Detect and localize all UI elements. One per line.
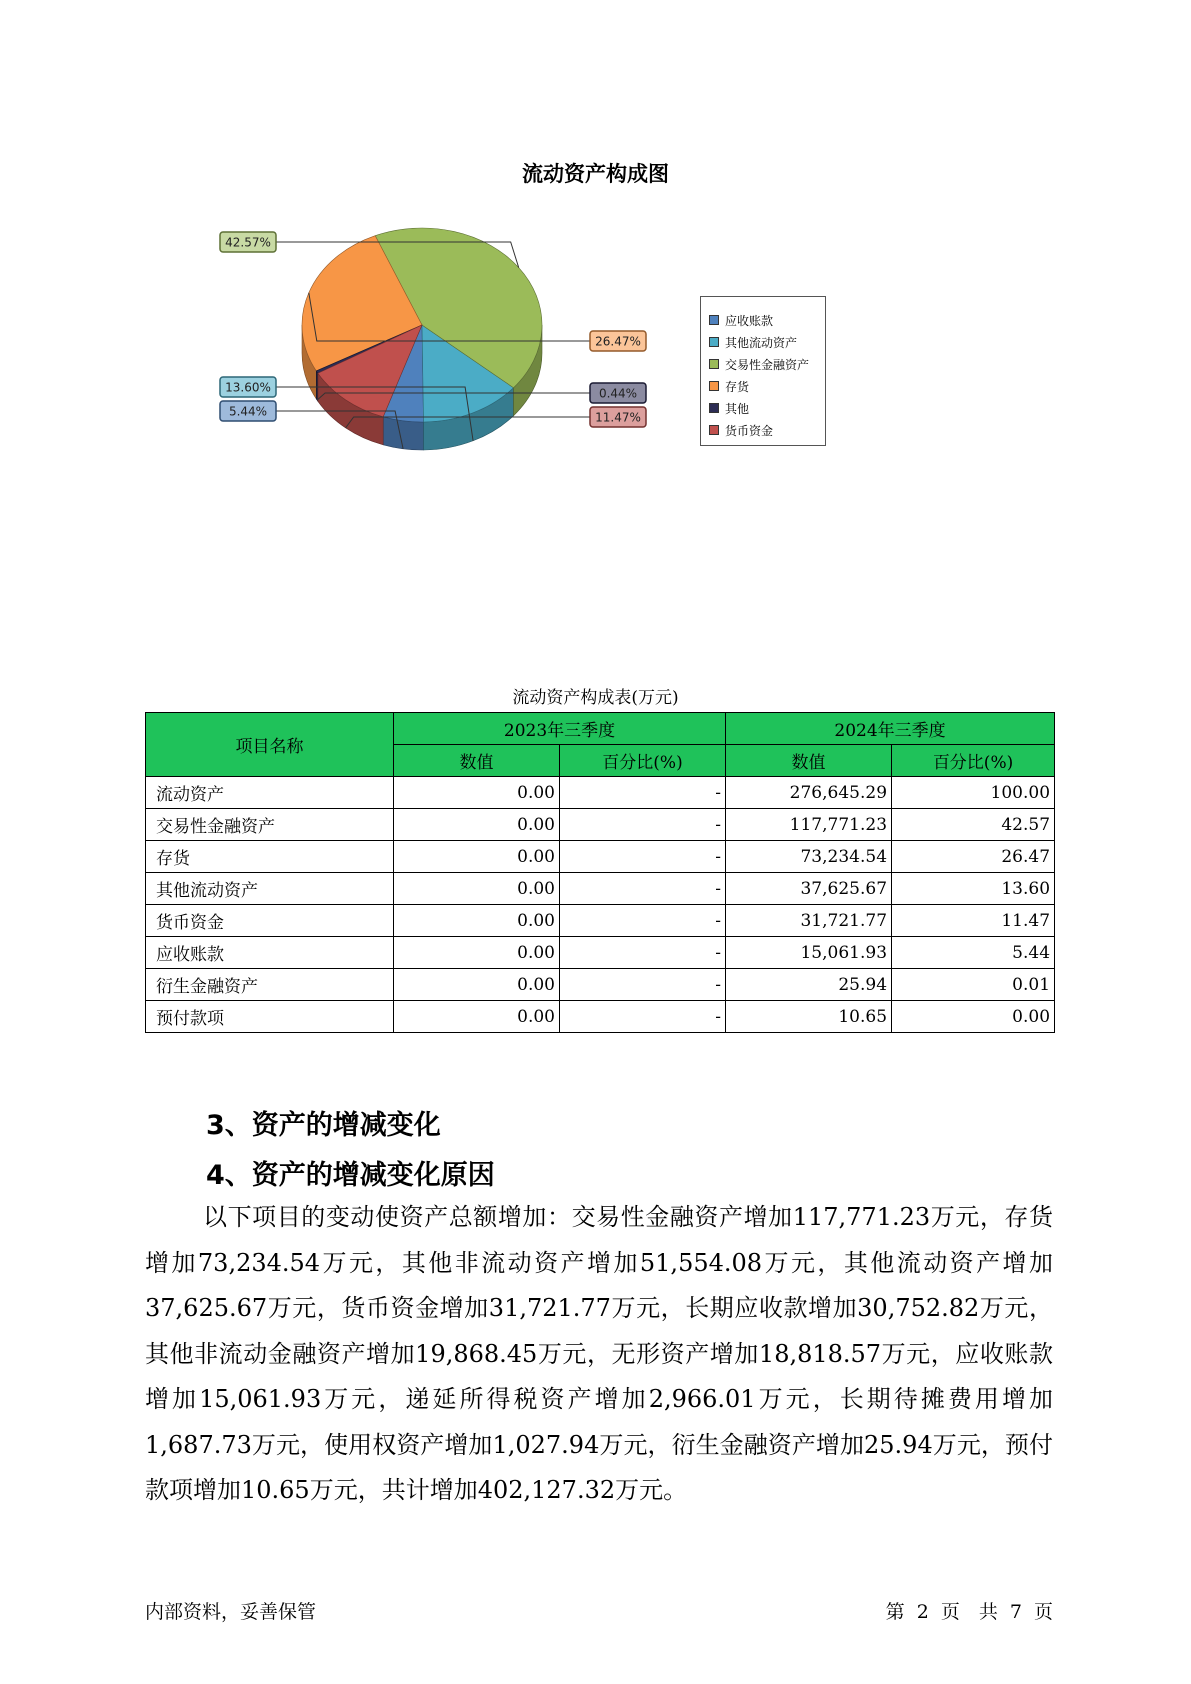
header-percent-2024: 百分比(%) <box>892 745 1055 777</box>
heading-asset-change: 3、资产的增减变化 <box>206 1110 441 1141</box>
row-percent-2023: - <box>560 873 726 905</box>
row-value-2024: 31,721.77 <box>726 905 892 937</box>
row-name: 衍生金融资产 <box>146 969 394 1001</box>
table-row <box>146 777 1055 809</box>
legend-label: 其他流动资产 <box>725 335 798 350</box>
row-name: 货币资金 <box>146 905 394 937</box>
legend-swatch <box>709 425 719 435</box>
legend-label: 存货 <box>725 379 750 394</box>
header-period-2024: 2024年三季度 <box>726 713 1055 745</box>
row-value-2024: 37,625.67 <box>726 873 892 905</box>
chart-title: 流动资产构成图 <box>522 162 669 186</box>
legend-label: 交易性金融资产 <box>725 357 810 372</box>
row-percent-2023: - <box>560 937 726 969</box>
row-percent-2023: - <box>560 1001 726 1033</box>
legend-item <box>709 353 825 375</box>
pie-data-label: 13.60% <box>225 380 271 395</box>
pie-data-label: 5.44% <box>228 404 268 419</box>
row-value-2023: 0.00 <box>394 969 560 1001</box>
table-row <box>146 1001 1055 1033</box>
row-percent-2024: 42.57 <box>892 809 1055 841</box>
header-percent-2023: 百分比(%) <box>560 745 726 777</box>
legend-swatch <box>709 381 719 391</box>
row-percent-2023: - <box>560 905 726 937</box>
pie-data-label: 0.44% <box>598 386 638 401</box>
header-value-2024: 数值 <box>726 745 892 777</box>
row-percent-2024: 0.00 <box>892 1001 1055 1033</box>
footer-page-number: 第 2 页 共 7 页 <box>885 1601 1053 1623</box>
legend-item <box>709 331 825 353</box>
row-value-2024: 276,645.29 <box>726 777 892 809</box>
pie-data-label: 11.47% <box>595 410 641 425</box>
row-name: 流动资产 <box>146 777 394 809</box>
row-value-2023: 0.00 <box>394 841 560 873</box>
row-value-2023: 0.00 <box>394 937 560 969</box>
table-row <box>146 809 1055 841</box>
row-name: 交易性金融资产 <box>146 809 394 841</box>
row-value-2024: 117,771.23 <box>726 809 892 841</box>
heading-asset-change-reason: 4、资产的增减变化原因 <box>206 1160 495 1191</box>
row-value-2023: 0.00 <box>394 777 560 809</box>
row-value-2023: 0.00 <box>394 873 560 905</box>
body-paragraph: 以下项目的变动使资产总额增加：交易性金融资产增加117,771.23万元，存货增加73,234.54万元，其他非流动资产增加51,554.08万元，其他流动资产增加37,625.67万元，货币资金增加31,721.77万元，长期应收款增加30,752.82万元，其他非流动金融资产增加19,868.45万元，无形资产增加18,818.57万元，应收账款增加15,061.93万元，递延所得税资产增加2,966.01万元，长期待摊费用增加1,687.73万元，使用权资产增加1,027.94万元，衍生金融资产增加25.94万元，预付款项增加10.65万元，共计增加402,127.32万元。 <box>145 1203 1053 1504</box>
table-caption: 流动资产构成表(万元) <box>512 688 679 708</box>
footer-confidential: 内部资料，妥善保管 <box>145 1601 317 1623</box>
legend-item <box>709 375 825 397</box>
legend-swatch <box>709 403 719 413</box>
legend-item <box>709 309 825 331</box>
pie-chart <box>190 225 670 455</box>
row-percent-2023: - <box>560 969 726 1001</box>
row-percent-2024: 5.44 <box>892 937 1055 969</box>
legend-swatch <box>709 359 719 369</box>
row-value-2023: 0.00 <box>394 1001 560 1033</box>
row-name: 应收账款 <box>146 937 394 969</box>
legend-label: 其他 <box>725 401 750 416</box>
table-row <box>146 937 1055 969</box>
header-item-name: 项目名称 <box>146 713 394 777</box>
legend-item <box>709 397 825 419</box>
legend-swatch <box>709 315 719 325</box>
legend-label: 货币资金 <box>725 423 774 438</box>
row-value-2024: 10.65 <box>726 1001 892 1033</box>
row-value-2024: 25.94 <box>726 969 892 1001</box>
table-row <box>146 841 1055 873</box>
row-value-2023: 0.00 <box>394 905 560 937</box>
header-value-2023: 数值 <box>394 745 560 777</box>
legend-item <box>709 419 825 441</box>
legend-swatch <box>709 337 719 347</box>
row-percent-2024: 11.47 <box>892 905 1055 937</box>
row-value-2024: 15,061.93 <box>726 937 892 969</box>
table-row <box>146 905 1055 937</box>
row-name: 预付款项 <box>146 1001 394 1033</box>
row-name: 其他流动资产 <box>146 873 394 905</box>
table-row <box>146 969 1055 1001</box>
row-value-2024: 73,234.54 <box>726 841 892 873</box>
row-percent-2024: 13.60 <box>892 873 1055 905</box>
row-value-2023: 0.00 <box>394 809 560 841</box>
header-period-2023: 2023年三季度 <box>394 713 726 745</box>
row-percent-2024: 0.01 <box>892 969 1055 1001</box>
legend-label: 应收账款 <box>725 313 774 328</box>
row-percent-2023: - <box>560 809 726 841</box>
table-row <box>146 873 1055 905</box>
row-percent-2024: 26.47 <box>892 841 1055 873</box>
row-percent-2024: 100.00 <box>892 777 1055 809</box>
pie-data-label: 26.47% <box>595 334 641 349</box>
pie-data-label: 42.57% <box>225 235 271 250</box>
current-assets-table <box>145 712 1055 1033</box>
row-percent-2023: - <box>560 841 726 873</box>
chart-legend <box>700 296 826 446</box>
row-name: 存货 <box>146 841 394 873</box>
row-percent-2023: - <box>560 777 726 809</box>
